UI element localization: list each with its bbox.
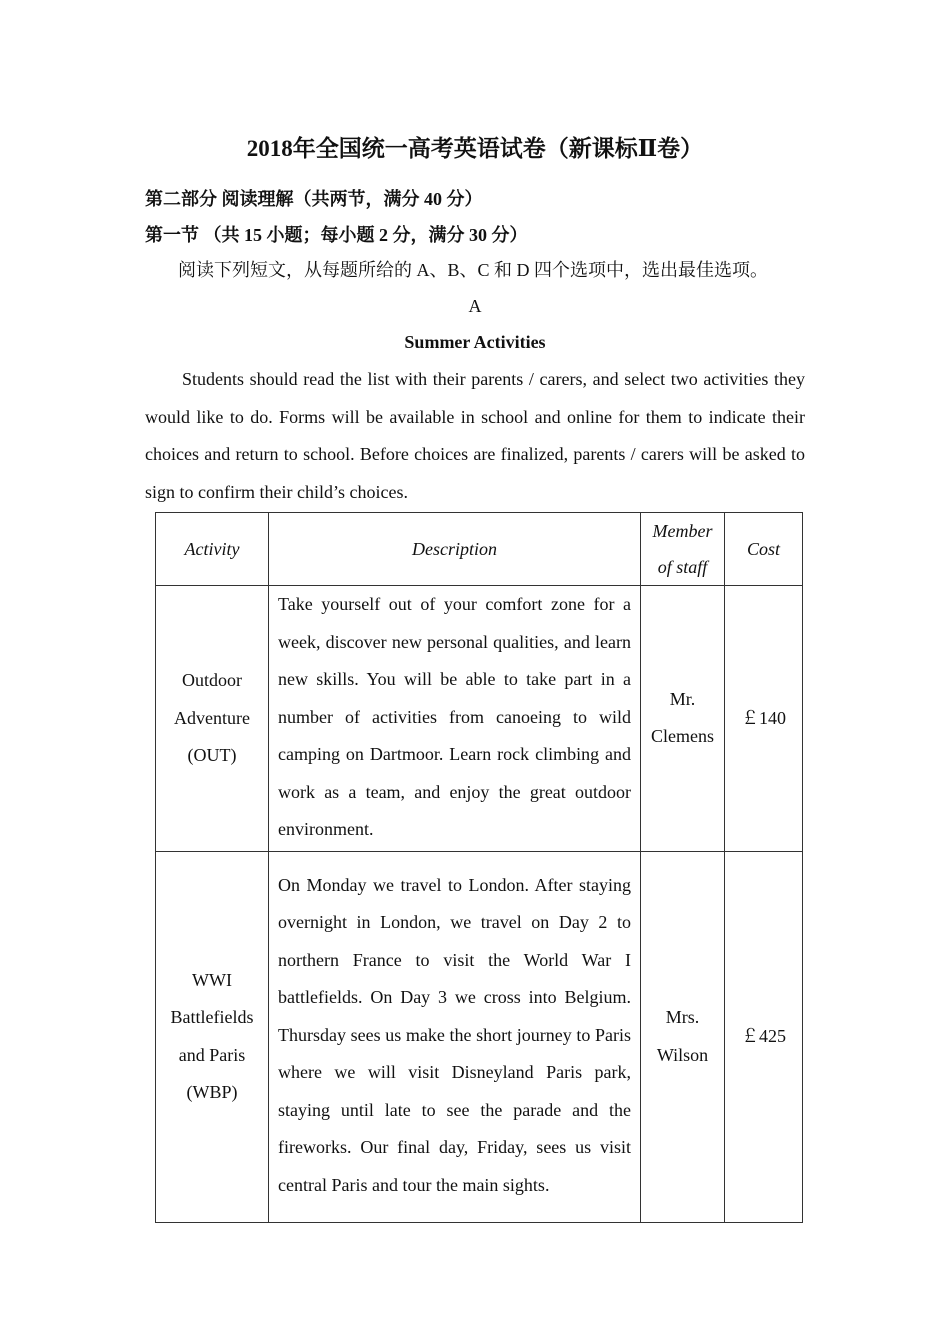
section-heading: 第一节 （共 15 小题；每小题 2 分，满分 30 分） (145, 225, 528, 245)
header-staff (641, 513, 725, 586)
exam-title: 2018年全国统一高考英语试卷（新课标Ⅱ卷） (246, 136, 704, 161)
passage-letter: A (468, 296, 482, 316)
header-cost: Cost (725, 513, 803, 586)
header-description: Description (269, 513, 641, 586)
activity-cell: Outdoor Adventure (OUT) (156, 586, 269, 852)
description-text: Take yourself out of your comfort zone for a week, discover new personal qualities, and learn new skills. You will be able to take part in a number of activities from canoeing to wild camping on Dartmoor. Learn rock climbing and work as a team, and enjoy the great outdoor environment. (278, 594, 631, 839)
cost-cell: ￡140 (725, 586, 803, 852)
passage-intro: Students should read the list with their parents / carers, and select two activities they would like to do. Forms will be available in school and online for them to indicate their choices and return to school. Before choices are finalized, parents / carers will be asked to sign to confirm their child’s choices. (145, 369, 805, 502)
description-cell (269, 851, 641, 1222)
staff-text: Mr. Clemens (651, 688, 714, 747)
table-row (156, 586, 803, 852)
reading-instruction: 阅读下列短文，从每题所给的 A、B、C 和 D 四个选项中，选出最佳选项。 (178, 260, 769, 280)
table-row (156, 851, 803, 1222)
table-header-row (156, 513, 803, 586)
staff-cell (641, 586, 725, 852)
header-staff-text: Member of staff (652, 521, 713, 577)
description-cell (269, 586, 641, 852)
description-text: On Monday we travel to London. After staying overnight in London, we travel on Day 2 to northern France to visit the World War I battlefields. On Day 3 we cross into Belgium. Thursday sees us make the short journey to Paris where we will visit Disneyland Paris park, staying until late to see the parade and the fireworks. Our final day, Friday, sees us visit central Paris and tour the main sights. (278, 874, 631, 1195)
activity-cell: WWI Battlefields and Paris (WBP) (156, 851, 269, 1222)
cost-cell: ￡425 (725, 851, 803, 1222)
passage-title: Summer Activities (404, 332, 546, 352)
header-activity: Activity (156, 513, 269, 586)
staff-text: Mrs. Wilson (656, 1007, 709, 1065)
part-heading: 第二部分 阅读理解（共两节，满分 40 分） (145, 189, 483, 209)
activities-table (155, 512, 803, 1223)
staff-cell (641, 851, 725, 1222)
